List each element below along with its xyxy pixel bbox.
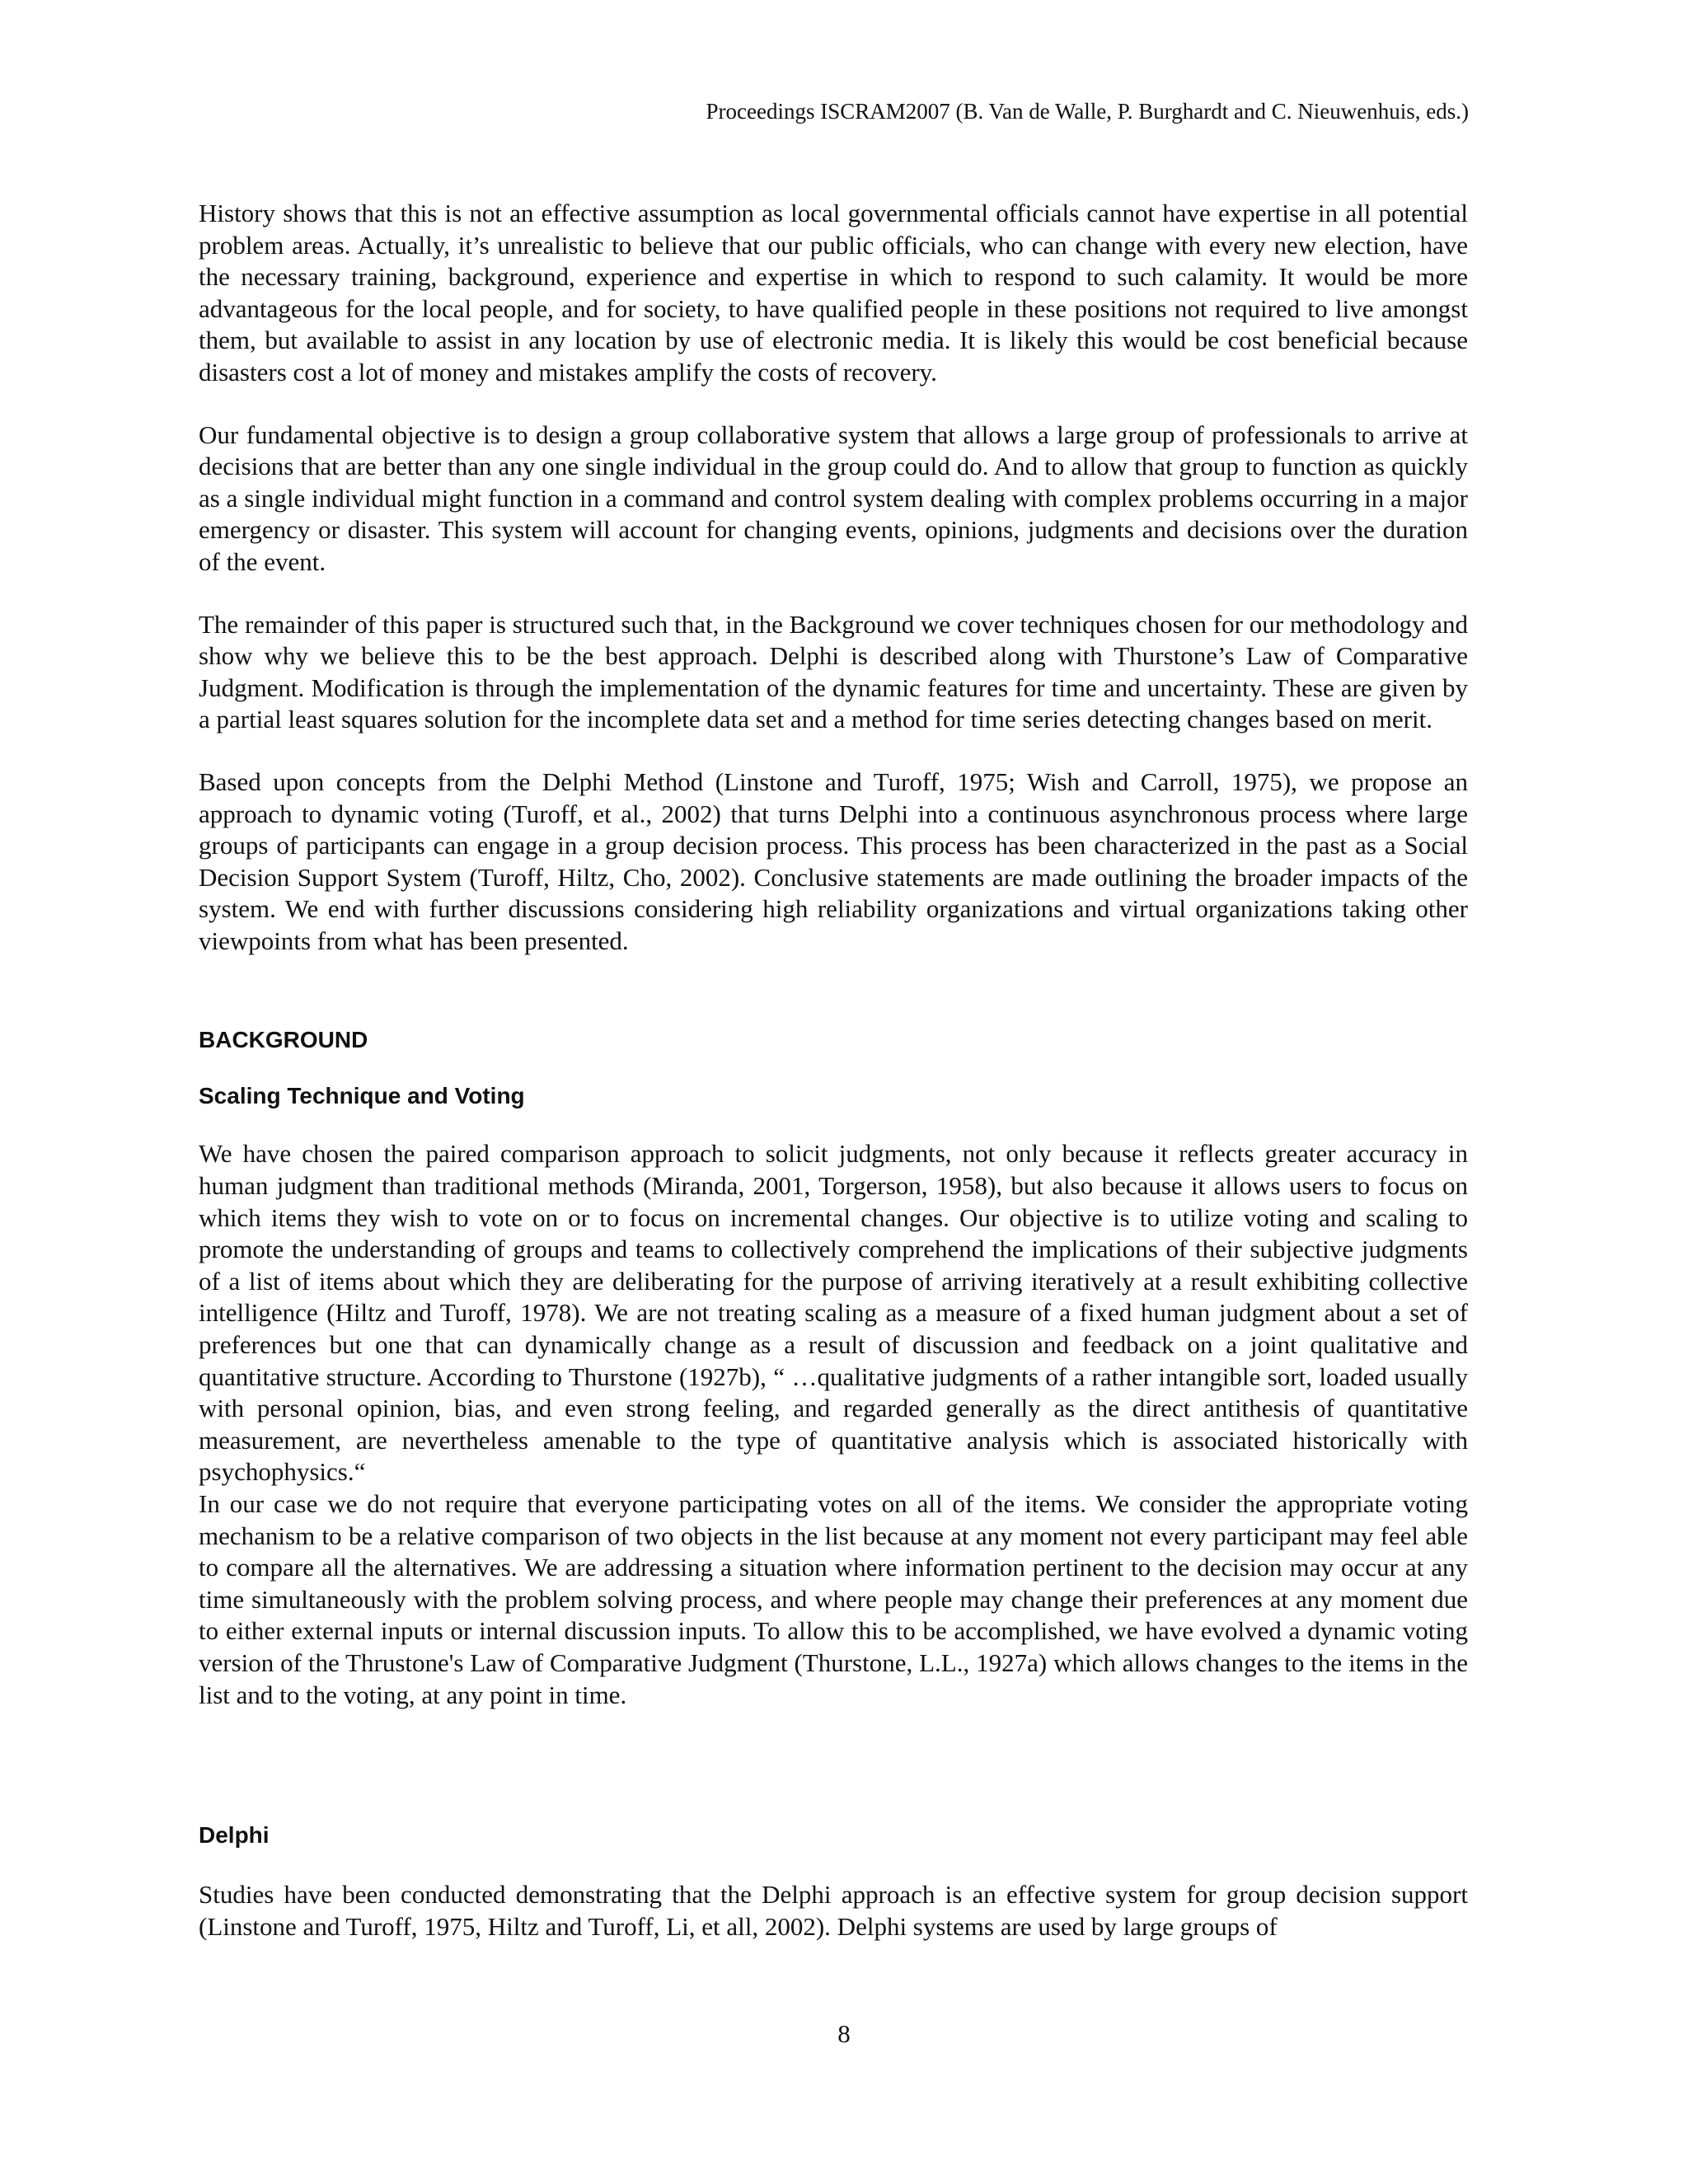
page-body	[199, 198, 1468, 1943]
intro-paragraph-3: The remainder of this paper is structured such that, in the Background we cover techniques chosen for our methodology and show why we believe this to be the best approach. Delphi is described along with Thurstone’s Law of Comparative Judgment. Modification is through the implementation of the dynamic features for time and uncertainty. These are given by a partial least squares solution for the incomplete data set and a method for time series detecting changes based on merit.	[199, 609, 1468, 734]
intro-paragraph-4: Based upon concepts from the Delphi Method (Linstone and Turoff, 1975; Wish and Carroll, 1975), we propose an approach to dynamic voting (Turoff, et al., 2002) that turns Delphi into a continuous asynchronous process where large groups of participants can engage in a group decision process. This process has been characterized in the past as a Social Decision Support System (Turoff, Hiltz, Cho, 2002). Conclusive statements are made outlining the broader impacts of the system. We end with further discussions considering high reliability organizations and virtual organizations taking other viewpoints from what has been presented.	[199, 766, 1468, 955]
delphi-section	[199, 1821, 1468, 1943]
section-heading-background: BACKGROUND	[199, 1027, 368, 1053]
intro-paragraph-1: History shows that this is not an effective assumption as local governmental officials cannot have expertise in all potential problem areas. Actually, it’s unrealistic to believe that our public officials, who can change with every new election, have the necessary training, background, experience and expertise in which to respond to such calamity. It would be more advantageous for the local people, and for society, to have qualified people in these positions not required to live amongst them, but available to assist in any location by use of electronic media. It is likely this would be cost beneficial because disasters cost a lot of money and mistakes amplify the costs of recovery.	[199, 199, 1468, 387]
subsection-heading-delphi: Delphi	[199, 1822, 270, 1849]
intro-paragraph-2: Our fundamental objective is to design a group collaborative system that allows a large group of professionals to arrive at decisions that are better than any one single individual in the group could do. And to allow that group to function as quickly as a single individual might function in a command and control system dealing with complex problems occurring in a major emergency or disaster. This system will account for changing events, opinions, judgments and decisions over the duration of the event.	[199, 419, 1468, 576]
scaling-section	[199, 1082, 1468, 1711]
intro-section	[199, 198, 1468, 957]
delphi-paragraph-1: Studies have been conducted demonstrating that the Delphi approach is an effective system for group decision support (Linstone and Turoff, 1975, Hiltz and Turoff, Li, et all, 2002). Delphi systems are used by large groups of	[199, 1880, 1468, 1941]
running-header: Proceedings ISCRAM2007 (B. Van de Walle, P. Burghardt and C. Nieuwenhuis, eds.)	[706, 99, 1469, 124]
subsection-heading-scaling: Scaling Technique and Voting	[199, 1083, 525, 1109]
page-number: 8	[837, 2019, 851, 2048]
scaling-paragraph-2: In our case we do not require that everyone participating votes on all of the items. We consider the appropriate voting mechanism to be a relative comparison of two objects in the list because at any moment not every participant may feel able to compare all the alternatives. We are addressing a situation where information pertinent to the decision may occur at any time simultaneously with the problem solving process, and where people may change their preferences at any moment due to either external inputs or internal discussion inputs. To allow this to be accomplished, we have evolved a dynamic voting version of the Thrustone's Law of Comparative Judgment (Thurstone, L.L., 1927a) which allows changes to the items in the list and to the voting, at any point in time.	[199, 1489, 1468, 1709]
scaling-paragraph-1: We have chosen the paired comparison approach to solicit judgments, not only because it reflects greater accuracy in human judgment than traditional methods (Miranda, 2001, Torgerson, 1958), but also because it allows users to focus on which items they wish to vote on or to focus on incremental changes. Our objective is to utilize voting and scaling to promote the understanding of groups and teams to collectively comprehend the implications of their subjective judgments of a list of items about which they are deliberating for the purpose of arriving iteratively at a result exhibiting collective intelligence (Hiltz and Turoff, 1978). We are not treating scaling as a measure of a fixed human judgment about a set of preferences but one that can dynamically change as a result of discussion and feedback on a joint qualitative and quantitative structure. According to Thurstone (1927b), “ …qualitative judgments of a rather intangible sort, loaded usually with personal opinion, bias, and even strong feeling, and regarded generally as the direct antithesis of quantitative measurement, are nevertheless amenable to the type of quantitative analysis which is associated historically with psychophysics.“	[199, 1139, 1468, 1487]
